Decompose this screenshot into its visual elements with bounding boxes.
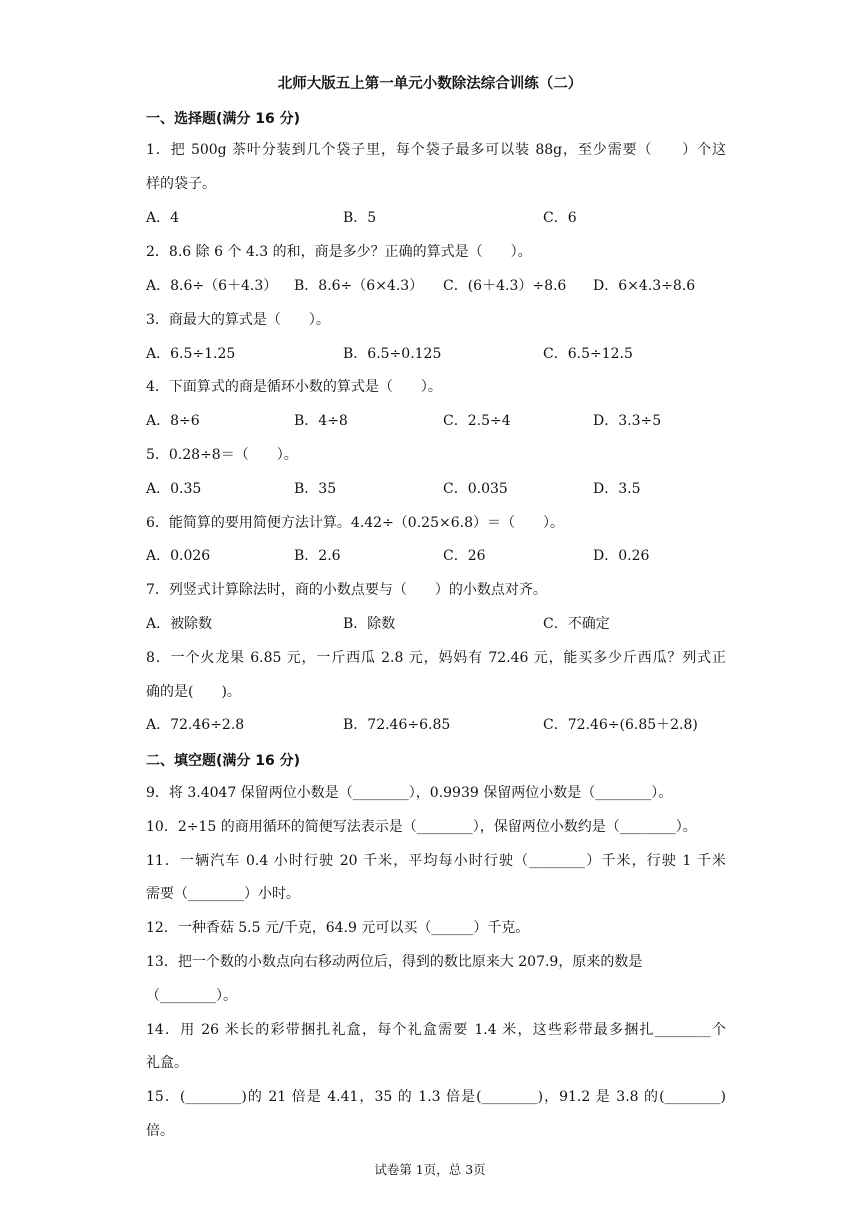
question-7-line-1: 7．列竖式计算除法时，商的小数点要与（ ）的小数点对齐。 — [146, 582, 547, 598]
question-6-option-b: B．2.6 — [294, 548, 341, 564]
section-heading-fill: 二、填空题(满分 16 分) — [146, 753, 301, 769]
question-6-option-d: D．0.26 — [593, 548, 650, 564]
question-1-option-b: B．5 — [343, 210, 377, 226]
page-footer: 试卷第 1页，总 3页 — [374, 1162, 486, 1177]
question-2-option-b: B．8.6÷（6×4.3） — [294, 278, 424, 294]
question-4-option-a: A．8÷6 — [146, 413, 200, 429]
question-6-option-a: A．0.026 — [146, 548, 211, 564]
question-9-line-1: 9．将 3.4047 保留两位小数是（________），0.9939 保留两位小数是（________）。 — [146, 785, 673, 801]
question-2-option-d: D．6×4.3÷8.6 — [593, 278, 696, 294]
question-7-option-c: C．不确定 — [543, 616, 610, 632]
question-10-line-1: 10．2÷15 的商用循环的简便写法表示是（________），保留两位小数约是（________）。 — [146, 819, 697, 835]
question-8-line-2: 确的是( )。 — [146, 684, 241, 700]
question-14-line-1: 14．用 26 米长的彩带捆扎礼盒，每个礼盒需要 1.4 米，这些彩带最多捆扎________个 — [146, 1022, 726, 1038]
question-5-option-b: B．35 — [294, 481, 337, 497]
question-4-option-d: D．3.3÷5 — [593, 413, 662, 429]
question-2-option-c: C．(6＋4.3）÷8.6 — [443, 278, 567, 294]
question-8-option-b: B．72.46÷6.85 — [343, 717, 451, 733]
question-2-option-a: A．8.6÷（6＋4.3） — [146, 278, 278, 294]
question-8-option-a: A．72.46÷2.8 — [146, 717, 245, 733]
question-4-option-b: B．4÷8 — [294, 413, 348, 429]
question-5-line-1: 5．0.28÷8＝（ ）。 — [146, 447, 298, 463]
question-7-option-b: B．除数 — [343, 616, 396, 632]
question-3-line-1: 3．商最大的算式是（ ）。 — [146, 312, 330, 328]
question-11-line-1: 11．一辆汽车 0.4 小时行驶 20 千米，平均每小时行驶（________）千米，行驶 1 千米 — [146, 853, 726, 869]
question-4-line-1: 4．下面算式的商是循环小数的算式是（ ）。 — [146, 379, 442, 395]
question-1-line-1: 1．把 500g 茶叶分装到几个袋子里，每个袋子最多可以装 88g，至少需要（ ）个这 — [146, 142, 726, 158]
question-5-option-a: A．0.35 — [146, 481, 202, 497]
question-13-line-1: 13．把一个数的小数点向右移动两位后，得到的数比原来大 207.9，原来的数是 — [146, 954, 643, 970]
question-3-option-c: C．6.5÷12.5 — [543, 346, 633, 362]
question-15-line-2: 倍。 — [146, 1123, 174, 1139]
question-1-line-2: 样的袋子。 — [146, 176, 216, 192]
question-15-line-1: 15．(________)的 21 倍是 4.41，35 的 1.3 倍是(________)，91.2 是 3.8 的(________) — [146, 1089, 726, 1105]
question-7-option-a: A．被除数 — [146, 616, 213, 632]
question-1-option-c: C．6 — [543, 210, 577, 226]
question-5-option-d: D．3.5 — [593, 481, 641, 497]
question-6-option-c: C．26 — [443, 548, 486, 564]
question-6-line-1: 6．能简算的要用简便方法计算。4.42÷（0.25×6.8）＝（ ）。 — [146, 515, 564, 531]
page-title: 北师大版五上第一单元小数除法综合训练（二） — [277, 76, 583, 92]
question-13-line-2: （________）。 — [146, 988, 237, 1004]
question-1-option-a: A．4 — [146, 210, 180, 226]
question-4-option-c: C．2.5÷4 — [443, 413, 511, 429]
question-8-line-1: 8．一个火龙果 6.85 元，一斤西瓜 2.8 元，妈妈有 72.46 元，能买多少斤西瓜？列式正 — [146, 650, 726, 666]
question-3-option-b: B．6.5÷0.125 — [343, 346, 442, 362]
question-5-option-c: C．0.035 — [443, 481, 508, 497]
question-3-option-a: A．6.5÷1.25 — [146, 346, 236, 362]
question-11-line-2: 需要（________）小时。 — [146, 886, 300, 902]
section-heading-choice: 一、选择题(满分 16 分) — [146, 111, 301, 127]
question-2-line-1: 2．8.6 除 6 个 4.3 的和，商是多少？正确的算式是（ ）。 — [146, 244, 532, 260]
question-8-option-c: C．72.46÷(6.85＋2.8) — [543, 717, 698, 733]
question-14-line-2: 礼盒。 — [146, 1055, 188, 1071]
question-12-line-1: 12．一种香菇 5.5 元/千克，64.9 元可以买（______）千克。 — [146, 920, 530, 936]
